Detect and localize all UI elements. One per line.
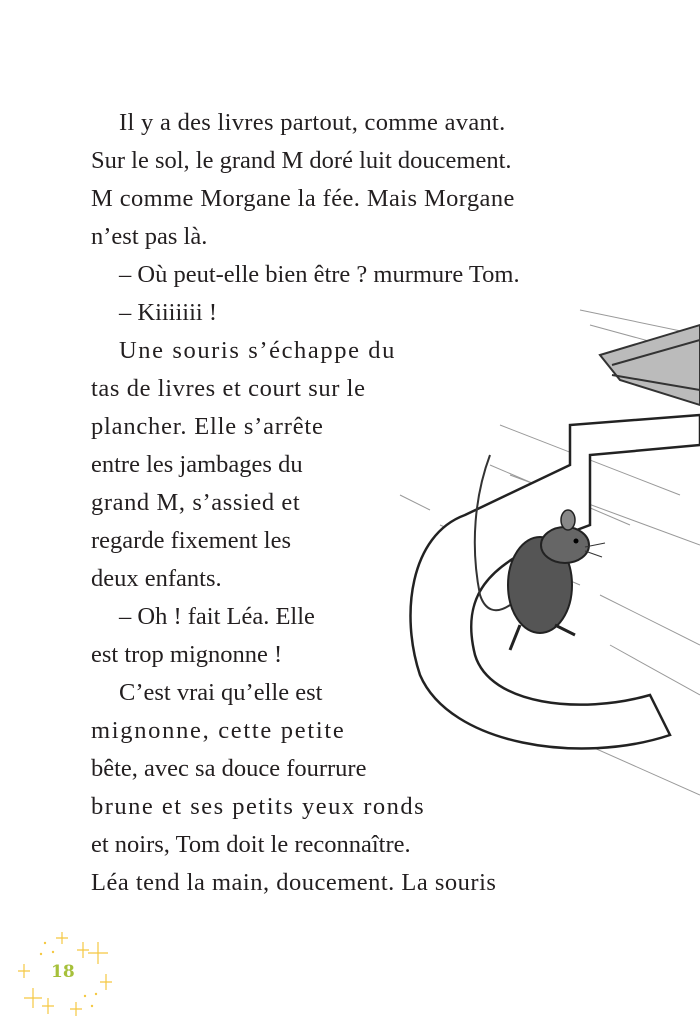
text-line: – Oh ! fait Léa. Elle	[119, 603, 315, 630]
text-line: Sur le sol, le grand M doré luit doucement.	[91, 147, 512, 174]
page-number: 18	[51, 962, 75, 982]
text-line: bête, avec sa douce fourrure	[91, 755, 367, 782]
text-line: regarde fixement les	[91, 527, 291, 554]
text-line: grand M, s’assied et	[91, 489, 301, 516]
text-line: – Où peut-elle bien être ? murmure Tom.	[119, 261, 520, 288]
text-line: Une souris s’échappe du	[119, 337, 396, 364]
text-line: plancher. Elle s’arrête	[91, 413, 324, 440]
text-line: n’est pas là.	[91, 223, 208, 250]
text-line: mignonne, cette petite	[91, 717, 346, 744]
text-line: – Kiiiiiii !	[119, 299, 217, 326]
text-line: entre les jambages du	[91, 451, 303, 478]
text-line: Léa tend la main, doucement. La souris	[91, 869, 497, 896]
mouse-illustration	[380, 295, 700, 805]
text-line: Il y a des livres partout, comme avant.	[119, 109, 506, 136]
text-line: M comme Morgane la fée. Mais Morgane	[91, 185, 515, 212]
text-line: brune et ses petits yeux ronds	[91, 793, 426, 820]
text-line: et noirs, Tom doit le reconnaître.	[91, 831, 411, 858]
text-line: tas de livres et court sur le	[91, 375, 366, 402]
text-line: est trop mignonne !	[91, 641, 283, 668]
text-line: C’est vrai qu’elle est	[119, 679, 323, 706]
text-line: deux enfants.	[91, 565, 222, 592]
